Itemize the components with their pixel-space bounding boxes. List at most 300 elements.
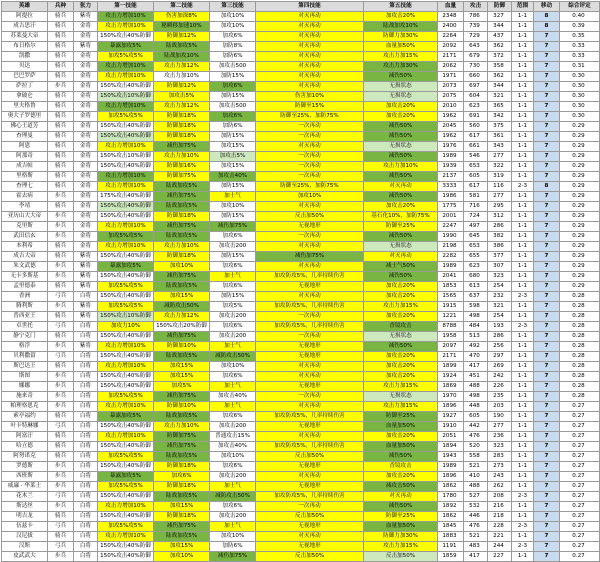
cell-range[interactable]: 1-1 bbox=[512, 442, 534, 452]
cell-move[interactable]: 7 bbox=[534, 512, 560, 522]
cell-attack[interactable]: 521 bbox=[464, 462, 488, 472]
cell-attack[interactable]: 527 bbox=[464, 492, 488, 502]
cell-hero[interactable]: 克里斯 bbox=[2, 222, 48, 232]
cell-attack[interactable]: 483 bbox=[464, 542, 488, 552]
cell-skill4[interactable]: 一次再动 bbox=[256, 392, 364, 402]
cell-score[interactable]: 0.29 bbox=[560, 192, 600, 202]
cell-skill5[interactable]: 防御力加30% bbox=[364, 532, 438, 542]
table-row[interactable] bbox=[2, 62, 600, 72]
cell-move[interactable]: 7 bbox=[534, 392, 560, 402]
cell-move[interactable]: 7 bbox=[534, 202, 560, 212]
cell-skill1[interactable]: 加攻5%攻5% bbox=[98, 482, 154, 492]
cell-defense[interactable]: 358 bbox=[488, 62, 512, 72]
cell-rank[interactable]: 白将 bbox=[74, 412, 98, 422]
cell-troop[interactable]: 步兵 bbox=[48, 462, 74, 472]
cell-skill2[interactable]: 防御加10% bbox=[154, 402, 210, 412]
cell-hero[interactable]: 武田信玄 bbox=[2, 232, 48, 242]
cell-hp[interactable]: 2171 bbox=[438, 352, 464, 362]
cell-rank[interactable]: 金将 bbox=[74, 32, 98, 42]
table-row[interactable] bbox=[2, 252, 600, 262]
cell-score[interactable]: 0.30 bbox=[560, 72, 600, 82]
cell-skill4[interactable]: 对灭再动 bbox=[256, 242, 364, 252]
cell-move[interactable]: 7 bbox=[534, 62, 560, 72]
cell-hero[interactable]: 朱文武德 bbox=[2, 262, 48, 272]
cell-attack[interactable]: 617 bbox=[464, 182, 488, 192]
cell-range[interactable]: 1-1 bbox=[512, 22, 534, 32]
cell-skill1[interactable]: 攻击力增加10% bbox=[98, 222, 154, 232]
cell-defense[interactable]: 372 bbox=[488, 52, 512, 62]
col-header-attack[interactable]: 攻击 bbox=[464, 2, 488, 12]
cell-score[interactable]: 0.27 bbox=[560, 512, 600, 522]
cell-move[interactable]: 7 bbox=[534, 282, 560, 292]
table-row[interactable] bbox=[2, 372, 600, 382]
cell-attack[interactable]: 448 bbox=[464, 402, 488, 412]
cell-hp[interactable]: 1915 bbox=[438, 302, 464, 312]
cell-range[interactable]: 1-1 bbox=[512, 142, 534, 152]
cell-defense[interactable]: 193 bbox=[488, 322, 512, 332]
table-row[interactable] bbox=[2, 482, 600, 492]
cell-hero[interactable]: 阿恩 bbox=[2, 142, 48, 152]
cell-score[interactable]: 0.29 bbox=[560, 182, 600, 192]
cell-troop[interactable]: 骑兵 bbox=[48, 512, 74, 522]
cell-rank[interactable]: 金将 bbox=[74, 152, 98, 162]
cell-hp[interactable]: 1859 bbox=[438, 552, 464, 562]
cell-hero[interactable]: 霍去病 bbox=[2, 192, 48, 202]
cell-skill2[interactable]: 防御加16% bbox=[154, 162, 210, 172]
cell-range[interactable]: 1-1 bbox=[512, 282, 534, 292]
col-header-score[interactable]: 综合评定 bbox=[560, 2, 600, 12]
cell-score[interactable]: 0.29 bbox=[560, 132, 600, 142]
cell-skill4[interactable]: 无视地形 bbox=[256, 282, 364, 292]
cell-hero[interactable]: 汉尼拔 bbox=[2, 532, 48, 542]
cell-rank[interactable]: 白将 bbox=[74, 462, 98, 472]
cell-skill1[interactable]: 攻击力增加10% bbox=[98, 432, 154, 442]
cell-skill3[interactable]: 加士气 bbox=[210, 522, 256, 532]
cell-skill1[interactable]: 150%攻击10%防御 bbox=[98, 312, 154, 322]
cell-defense[interactable]: 227 bbox=[488, 552, 512, 562]
cell-defense[interactable]: 312 bbox=[488, 212, 512, 222]
cell-skill3[interactable]: 加防15% bbox=[210, 252, 256, 262]
cell-troop[interactable]: 步兵 bbox=[48, 552, 74, 562]
cell-skill4[interactable]: 防御至25%，加防75% bbox=[256, 112, 364, 122]
cell-skill3[interactable]: 加攻击200 bbox=[210, 422, 256, 432]
cell-range[interactable]: 1-1 bbox=[512, 262, 534, 272]
cell-skill4[interactable]: 对灭再动 bbox=[256, 32, 364, 42]
cell-skill5[interactable]: 加攻击20% bbox=[364, 102, 438, 112]
cell-hp[interactable]: 2264 bbox=[438, 32, 464, 42]
cell-move[interactable]: 7 bbox=[534, 312, 560, 322]
cell-skill2[interactable]: 防御加18% bbox=[154, 122, 210, 132]
cell-troop[interactable]: 骑兵 bbox=[48, 102, 74, 112]
cell-skill5[interactable]: 无损状态 bbox=[364, 332, 438, 342]
cell-skill4[interactable]: 对灭再动 bbox=[256, 72, 364, 82]
cell-troop[interactable]: 步兵 bbox=[48, 302, 74, 312]
cell-rank[interactable]: 紫将 bbox=[74, 262, 98, 272]
cell-range[interactable]: 1-1 bbox=[512, 432, 534, 442]
col-header-defense[interactable]: 防御 bbox=[488, 2, 512, 12]
cell-hero[interactable]: 奥大子罗德里 bbox=[2, 112, 48, 122]
cell-range[interactable]: 1-1 bbox=[512, 42, 534, 52]
cell-hero[interactable]: 卓世托 bbox=[2, 322, 48, 332]
cell-skill5[interactable]: 反击加50% bbox=[364, 552, 438, 562]
cell-score[interactable]: 0.29 bbox=[560, 122, 600, 132]
cell-defense[interactable]: 203 bbox=[488, 402, 512, 412]
cell-rank[interactable]: 紫将 bbox=[74, 312, 98, 322]
cell-skill3[interactable]: 加攻6% bbox=[210, 82, 256, 92]
cell-hp[interactable]: 2171 bbox=[438, 52, 464, 62]
cell-range[interactable]: 1-1 bbox=[512, 302, 534, 312]
cell-skill1[interactable]: 攻击力增加10% bbox=[98, 362, 154, 372]
cell-skill1[interactable]: 攻击力增加10% bbox=[98, 102, 154, 112]
cell-skill3[interactable]: 加攻6% bbox=[210, 502, 256, 512]
cell-score[interactable]: 0.29 bbox=[560, 282, 600, 292]
cell-range[interactable]: 1-1 bbox=[512, 192, 534, 202]
cell-skill1[interactable]: 150%攻击40%防御 bbox=[98, 132, 154, 142]
table-row[interactable] bbox=[2, 422, 600, 432]
cell-hero[interactable]: 孟里德泰 bbox=[2, 282, 48, 292]
cell-skill3[interactable]: 加攻6% bbox=[210, 232, 256, 242]
cell-score[interactable]: 0.27 bbox=[560, 542, 600, 552]
cell-attack[interactable]: 484 bbox=[464, 322, 488, 332]
cell-rank[interactable]: 金将 bbox=[74, 202, 98, 212]
cell-troop[interactable]: 骑兵 bbox=[48, 532, 74, 542]
cell-skill5[interactable]: 防御至25% bbox=[364, 512, 438, 522]
cell-attack[interactable]: 680 bbox=[464, 272, 488, 282]
cell-hp[interactable]: 1989 bbox=[438, 262, 464, 272]
cell-defense[interactable]: 243 bbox=[488, 472, 512, 482]
cell-skill4[interactable]: 无视地形 bbox=[256, 352, 364, 362]
cell-hero[interactable]: 叶卡特琳娜 bbox=[2, 422, 48, 432]
cell-skill2[interactable]: 加攻15% bbox=[154, 372, 210, 382]
cell-troop[interactable]: 步兵 bbox=[48, 222, 74, 232]
cell-troop[interactable]: 步兵 bbox=[48, 342, 74, 352]
cell-skill5[interactable]: 防御至25% bbox=[364, 412, 438, 422]
cell-rank[interactable]: 紫将 bbox=[74, 342, 98, 352]
cell-attack[interactable]: 558 bbox=[464, 452, 488, 462]
cell-skill3[interactable]: 加攻15% bbox=[210, 142, 256, 152]
cell-skill5[interactable]: 减攻击50% bbox=[364, 482, 438, 492]
cell-skill4[interactable]: 防御至25%，加防75% bbox=[256, 182, 364, 192]
cell-defense[interactable]: 286 bbox=[488, 222, 512, 232]
cell-rank[interactable]: 白将 bbox=[74, 512, 98, 522]
cell-skill4[interactable]: 加攻防攻5%，几率持续伤害 bbox=[256, 302, 364, 312]
cell-skill2[interactable]: 攻击力加10% bbox=[154, 152, 210, 162]
cell-move[interactable]: 7 bbox=[534, 132, 560, 142]
table-row[interactable] bbox=[2, 32, 600, 42]
cell-troop[interactable]: 弓兵 bbox=[48, 322, 74, 332]
col-header-rank[interactable]: 张力 bbox=[74, 2, 98, 12]
cell-troop[interactable]: 骑兵 bbox=[48, 412, 74, 422]
cell-move[interactable]: 7 bbox=[534, 342, 560, 352]
cell-hero[interactable]: 拿破仑 bbox=[2, 92, 48, 102]
cell-skill1[interactable]: 加攻5%攻5% bbox=[98, 282, 154, 292]
cell-skill5[interactable]: 基石化10%，加防75% bbox=[364, 212, 438, 222]
cell-skill4[interactable]: 无视地形 bbox=[256, 342, 364, 352]
cell-rank[interactable]: 金将 bbox=[74, 142, 98, 152]
cell-skill4[interactable]: 对灭再动 bbox=[256, 142, 364, 152]
cell-hp[interactable]: 2097 bbox=[438, 342, 464, 352]
cell-skill1[interactable]: 加攻5%攻5% bbox=[98, 52, 154, 62]
cell-skill1[interactable]: 攻击力增加10% bbox=[98, 502, 154, 512]
cell-range[interactable]: 1-1 bbox=[512, 532, 534, 542]
cell-skill1[interactable]: 150%攻击40%防御 bbox=[98, 162, 154, 172]
cell-hp[interactable]: 1191 bbox=[438, 542, 464, 552]
cell-troop[interactable]: 骑兵 bbox=[48, 122, 74, 132]
table-row[interactable] bbox=[2, 42, 600, 52]
cell-range[interactable]: 1-1 bbox=[512, 92, 534, 102]
cell-troop[interactable]: 步兵 bbox=[48, 262, 74, 272]
cell-skill1[interactable]: 150%攻击40%防御 bbox=[98, 82, 154, 92]
cell-defense[interactable]: 319 bbox=[488, 172, 512, 182]
cell-skill4[interactable]: 加攻防攻5%，几率持续伤害 bbox=[256, 492, 364, 502]
cell-troop[interactable]: 弓兵 bbox=[48, 292, 74, 302]
cell-defense[interactable]: 361 bbox=[488, 132, 512, 142]
cell-skill2[interactable]: 陆战加攻5% bbox=[154, 452, 210, 462]
cell-defense[interactable]: 297 bbox=[488, 352, 512, 362]
cell-skill2[interactable]: 防御加10% bbox=[154, 342, 210, 352]
cell-hp[interactable]: 1989 bbox=[438, 152, 464, 162]
cell-attack[interactable]: 691 bbox=[464, 112, 488, 122]
cell-troop[interactable]: 骑兵 bbox=[48, 162, 74, 172]
cell-attack[interactable]: 604 bbox=[464, 92, 488, 102]
cell-range[interactable]: 1-1 bbox=[512, 412, 534, 422]
cell-hero[interactable]: 皮武武大 bbox=[2, 552, 48, 562]
cell-move[interactable]: 7 bbox=[534, 212, 560, 222]
cell-rank[interactable]: 白将 bbox=[74, 482, 98, 492]
table-row[interactable] bbox=[2, 112, 600, 122]
cell-defense[interactable]: 437 bbox=[488, 32, 512, 42]
cell-rank[interactable]: 金将 bbox=[74, 92, 98, 102]
table-row[interactable] bbox=[2, 292, 600, 302]
cell-skill1[interactable]: 150%攻击40%防御 bbox=[98, 462, 154, 472]
cell-skill4[interactable]: 反击加50% bbox=[256, 552, 364, 562]
table-row[interactable] bbox=[2, 472, 600, 482]
cell-move[interactable]: 7 bbox=[534, 542, 560, 552]
cell-score[interactable]: 0.27 bbox=[560, 472, 600, 482]
cell-hero[interactable]: 凯撒 bbox=[2, 52, 48, 62]
cell-skill3[interactable]: 加攻6% bbox=[210, 322, 256, 332]
cell-rank[interactable]: 白将 bbox=[74, 442, 98, 452]
cell-skill4[interactable]: 防御至15% bbox=[256, 102, 364, 112]
cell-range[interactable]: 1-1 bbox=[512, 462, 534, 472]
cell-troop[interactable]: 骑兵 bbox=[48, 442, 74, 452]
cell-score[interactable]: 0.27 bbox=[560, 452, 600, 462]
cell-attack[interactable]: 470 bbox=[464, 352, 488, 362]
cell-troop[interactable]: 弓兵 bbox=[48, 422, 74, 432]
cell-skill4[interactable]: 无视地形 bbox=[256, 462, 364, 472]
cell-hp[interactable]: 1775 bbox=[438, 202, 464, 212]
cell-attack[interactable]: 521 bbox=[464, 532, 488, 542]
cell-rank[interactable]: 白将 bbox=[74, 352, 98, 362]
cell-hp[interactable]: 1939 bbox=[438, 162, 464, 172]
cell-skill2[interactable]: 减伤加75% bbox=[154, 142, 210, 152]
cell-attack[interactable]: 488 bbox=[464, 482, 488, 492]
cell-skill2[interactable]: 加攻15% bbox=[154, 542, 210, 552]
cell-score[interactable]: 0.28 bbox=[560, 302, 600, 312]
table-row[interactable] bbox=[2, 222, 600, 232]
cell-hero[interactable]: 花木兰 bbox=[2, 492, 48, 502]
cell-skill4[interactable]: 对灭再动 bbox=[256, 532, 364, 542]
cell-score[interactable]: 0.29 bbox=[560, 242, 600, 252]
cell-skill1[interactable]: 加攻力10% bbox=[98, 322, 154, 332]
cell-score[interactable]: 0.29 bbox=[560, 272, 600, 282]
cell-range[interactable]: 1-1 bbox=[512, 122, 534, 132]
cell-attack[interactable]: 739 bbox=[464, 22, 488, 32]
cell-move[interactable]: 7 bbox=[534, 292, 560, 302]
table-row[interactable] bbox=[2, 22, 600, 32]
cell-defense[interactable]: 365 bbox=[488, 102, 512, 112]
cell-skill1[interactable]: 加攻5%攻5% bbox=[98, 302, 154, 312]
cell-skill1[interactable]: 暴露加攻5% bbox=[98, 262, 154, 272]
cell-skill3[interactable]: 加防6% bbox=[210, 122, 256, 132]
cell-troop[interactable]: 步兵 bbox=[48, 402, 74, 412]
cell-defense[interactable]: 116 bbox=[488, 182, 512, 192]
cell-skill4[interactable]: 加攻防攻5%，几率持续伤害 bbox=[256, 322, 364, 332]
cell-attack[interactable]: 513 bbox=[464, 332, 488, 342]
cell-rank[interactable]: 金将 bbox=[74, 122, 98, 132]
cell-skill2[interactable]: 防御加75% bbox=[154, 172, 210, 182]
cell-score[interactable]: 0.29 bbox=[560, 142, 600, 152]
cell-attack[interactable]: 546 bbox=[464, 152, 488, 162]
cell-attack[interactable]: 476 bbox=[464, 432, 488, 442]
cell-attack[interactable]: 786 bbox=[464, 12, 488, 22]
cell-skill2[interactable]: 加攻10% bbox=[154, 552, 210, 562]
col-header-skill4[interactable]: 第四技能 bbox=[256, 2, 364, 12]
cell-score[interactable]: 0.35 bbox=[560, 32, 600, 42]
cell-skill4[interactable]: 一次再动 bbox=[256, 332, 364, 342]
cell-move[interactable]: 7 bbox=[534, 252, 560, 262]
cell-range[interactable]: 1-1 bbox=[512, 452, 534, 462]
cell-skill1[interactable]: 攻击力增加10% bbox=[98, 172, 154, 182]
cell-hp[interactable]: 1970 bbox=[438, 392, 464, 402]
cell-skill2[interactable]: 攻击力加12% bbox=[154, 62, 210, 72]
cell-defense[interactable]: 343 bbox=[488, 142, 512, 152]
cell-rank[interactable]: 金将 bbox=[74, 22, 98, 32]
cell-rank[interactable]: 紫将 bbox=[74, 252, 98, 262]
cell-skill1[interactable]: 150%攻击10%防御 bbox=[98, 152, 154, 162]
col-header-move[interactable]: 移动 bbox=[534, 2, 560, 12]
cell-skill2[interactable]: 150%攻击20%防御 bbox=[154, 322, 210, 332]
cell-move[interactable]: 7 bbox=[534, 492, 560, 502]
cell-skill3[interactable]: 加防6% bbox=[210, 52, 256, 62]
cell-skill4[interactable]: 加攻防攻5%，几率持续伤害 bbox=[256, 272, 364, 282]
cell-defense[interactable]: 382 bbox=[488, 232, 512, 242]
cell-skill1[interactable]: 150%攻击40%防御 bbox=[98, 352, 154, 362]
cell-range[interactable]: 1-1 bbox=[512, 402, 534, 412]
cell-skill3[interactable]: 加攻击40% bbox=[210, 442, 256, 452]
cell-defense[interactable]: 208 bbox=[488, 492, 512, 502]
cell-range[interactable]: 2-3 bbox=[512, 542, 534, 552]
table-row[interactable] bbox=[2, 132, 600, 142]
cell-skill3[interactable]: 加攻10% bbox=[210, 362, 256, 372]
cell-skill3[interactable]: 减伤加75% bbox=[210, 222, 256, 232]
cell-hero[interactable]: 西班斯 bbox=[2, 472, 48, 482]
cell-attack[interactable]: 679 bbox=[464, 52, 488, 62]
cell-hp[interactable]: 2051 bbox=[438, 432, 464, 442]
cell-skill5[interactable]: 加攻击20% bbox=[364, 282, 438, 292]
cell-skill2[interactable]: 加攻15% bbox=[154, 362, 210, 372]
cell-move[interactable]: 7 bbox=[534, 482, 560, 492]
cell-skill5[interactable]: 攻击力加15% bbox=[364, 302, 438, 312]
cell-score[interactable]: 0.28 bbox=[560, 342, 600, 352]
cell-move[interactable]: 7 bbox=[534, 192, 560, 202]
cell-hp[interactable]: 1971 bbox=[438, 72, 464, 82]
cell-attack[interactable]: 488 bbox=[464, 382, 488, 392]
cell-troop[interactable]: 骑兵 bbox=[48, 152, 74, 162]
cell-skill5[interactable]: 加攻击20% bbox=[364, 372, 438, 382]
cell-hp[interactable]: 1943 bbox=[438, 452, 464, 462]
table-row[interactable] bbox=[2, 542, 600, 552]
cell-hero[interactable]: 本利希 bbox=[2, 242, 48, 252]
table-row[interactable] bbox=[2, 382, 600, 392]
table-row[interactable] bbox=[2, 362, 600, 372]
cell-hero[interactable]: 普西亚王 bbox=[2, 312, 48, 322]
cell-attack[interactable]: 655 bbox=[464, 252, 488, 262]
cell-move[interactable]: 7 bbox=[534, 372, 560, 382]
table-row[interactable] bbox=[2, 152, 600, 162]
cell-rank[interactable]: 白将 bbox=[74, 522, 98, 532]
cell-hp[interactable]: 2073 bbox=[438, 82, 464, 92]
cell-troop[interactable]: 骑兵 bbox=[48, 62, 74, 72]
cell-rank[interactable]: 金将 bbox=[74, 62, 98, 72]
cell-defense[interactable]: 218 bbox=[488, 512, 512, 522]
cell-rank[interactable]: 白将 bbox=[74, 392, 98, 402]
cell-skill5[interactable]: 对灭再动 bbox=[364, 182, 438, 192]
cell-attack[interactable]: 653 bbox=[464, 242, 488, 252]
table-row[interactable] bbox=[2, 352, 600, 362]
cell-attack[interactable]: 697 bbox=[464, 82, 488, 92]
cell-hp[interactable]: 2062 bbox=[438, 62, 464, 72]
cell-defense[interactable]: 386 bbox=[488, 242, 512, 252]
table-row[interactable] bbox=[2, 52, 600, 62]
cell-skill3[interactable]: 加攻10% bbox=[210, 22, 256, 32]
cell-range[interactable]: 1-1 bbox=[512, 32, 534, 42]
cell-skill1[interactable]: 加攻5%攻5% bbox=[98, 112, 154, 122]
cell-skill2[interactable]: 防御加18% bbox=[154, 512, 210, 522]
cell-troop[interactable]: 步兵 bbox=[48, 472, 74, 482]
cell-score[interactable]: 0.29 bbox=[560, 152, 600, 162]
table-row[interactable] bbox=[2, 122, 600, 132]
cell-rank[interactable]: 金将 bbox=[74, 82, 98, 92]
cell-skill4[interactable]: 对灭再动 bbox=[256, 432, 364, 442]
cell-attack[interactable]: 653 bbox=[464, 162, 488, 172]
cell-move[interactable]: 8 bbox=[534, 182, 560, 192]
col-header-hp[interactable]: 血量 bbox=[438, 2, 464, 12]
cell-troop[interactable]: 骑兵 bbox=[48, 242, 74, 252]
cell-skill1[interactable]: 150%攻击40%防御 bbox=[98, 332, 154, 342]
cell-troop[interactable]: 骑兵 bbox=[48, 22, 74, 32]
cell-attack[interactable]: 560 bbox=[464, 122, 488, 132]
cell-move[interactable]: 7 bbox=[534, 42, 560, 52]
cell-score[interactable]: 0.30 bbox=[560, 82, 600, 92]
cell-defense[interactable]: 226 bbox=[488, 382, 512, 392]
cell-skill5[interactable]: 香镜攻击 bbox=[364, 462, 438, 472]
cell-score[interactable]: 0.27 bbox=[560, 432, 600, 442]
cell-skill1[interactable]: 攻击力增加10% bbox=[98, 402, 154, 412]
cell-skill5[interactable]: 攻击力加15% bbox=[364, 542, 438, 552]
cell-skill1[interactable]: 攻击力增加10% bbox=[98, 342, 154, 352]
cell-skill1[interactable]: 攻击力增加10% bbox=[98, 532, 154, 542]
cell-skill4[interactable]: 加攻防攻5%，几率持续伤害 bbox=[256, 412, 364, 422]
cell-skill3[interactable]: 加防15% bbox=[210, 132, 256, 142]
cell-skill2[interactable]: 加攻5% bbox=[154, 382, 210, 392]
cell-hero[interactable]: 阿努诺克 bbox=[2, 452, 48, 462]
cell-hp[interactable]: 1862 bbox=[438, 482, 464, 492]
cell-skill3[interactable]: 加防15% bbox=[210, 92, 256, 102]
cell-skill3[interactable]: 加攻击200 bbox=[210, 242, 256, 252]
cell-skill2[interactable]: 陆战加攻5% bbox=[154, 202, 210, 212]
cell-hero[interactable]: 萨拉丁 bbox=[2, 82, 48, 92]
